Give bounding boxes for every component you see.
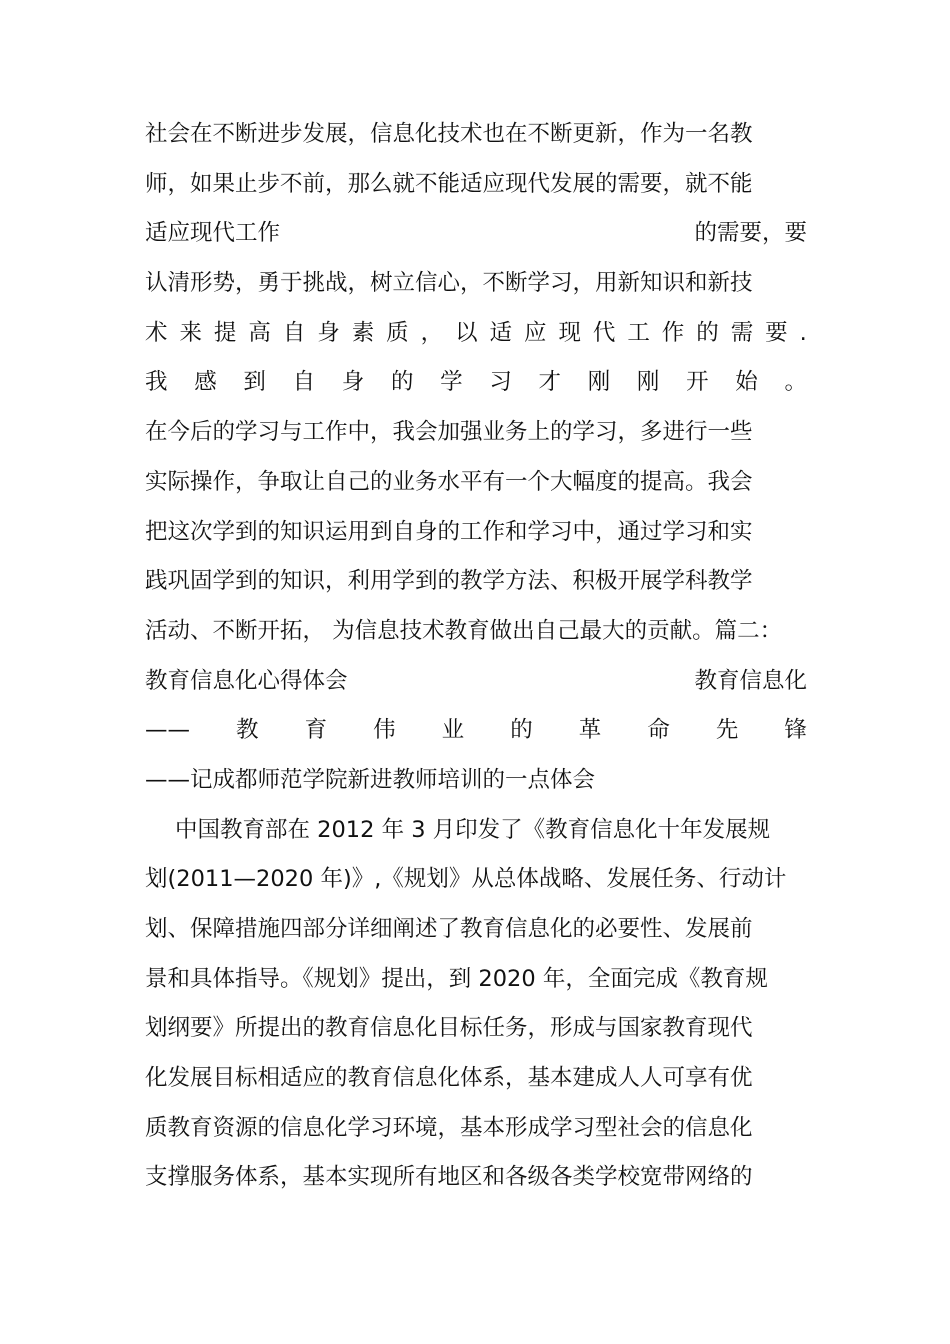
- justified-char: 开: [686, 369, 709, 396]
- text-line-3-left: 适应现代工作: [145, 220, 281, 247]
- justified-char: 刚: [587, 369, 611, 396]
- text-line-4: 认清形势，勇于挑战，树立信心，不断学习，用新知识和新技: [145, 270, 753, 297]
- justified-char: 育: [304, 717, 328, 744]
- justified-char: 素: [351, 319, 375, 346]
- justified-char: 现: [558, 319, 581, 346]
- text-line-15: 中国教育部在 2012 年 3 月印发了《教育信息化十年发展规: [175, 816, 771, 843]
- justified-char: 要: [765, 319, 788, 346]
- justified-char: 锋: [784, 717, 807, 744]
- justified-char: 工: [627, 319, 650, 346]
- justified-char: 刚: [636, 369, 660, 396]
- text-line-8: 实际操作，争取让自己的业务水平有一个大幅度的提高。我会: [145, 468, 753, 495]
- justified-char: 自: [292, 369, 316, 396]
- justified-char: 命: [647, 717, 670, 744]
- justified-char: 质: [386, 319, 409, 346]
- justified-char: 到: [243, 369, 266, 396]
- text-line-18: 景和具体指导。《规划》提出，到 2020 年，全面完成《教育规: [145, 965, 768, 992]
- justified-char: 自: [282, 319, 306, 346]
- body-text: [145, 110, 807, 1203]
- text-line-14: ——记成都师范学院新进教师培训的一点体会: [145, 766, 596, 793]
- justified-char: ——: [145, 717, 190, 744]
- text-line-2: 师，如果止步不前，那么就不能适应现代发展的需要，就不能: [145, 170, 753, 197]
- text-line-16: 划(2011—2020 年)》,《规划》从总体战略、发展任务、行动计: [145, 866, 787, 893]
- text-line-7: 在今后的学习与工作中，我会加强业务上的学习，多进行一些: [145, 419, 753, 446]
- justified-char: 应: [523, 319, 547, 346]
- text-line-3: [145, 209, 807, 259]
- justified-char: ，: [420, 319, 444, 346]
- text-line-11: 活动、不断开拓， 为信息技术教育做出自己最大的贡献。篇二：: [145, 617, 783, 644]
- justified-char: 感: [194, 369, 217, 396]
- text-line-22: 支撑服务体系，基本实现所有地区和各级各类学校宽带网络的: [145, 1164, 753, 1191]
- justified-char: 的: [696, 319, 719, 346]
- justified-char: 身: [341, 369, 365, 396]
- justified-char: 代: [592, 319, 616, 346]
- text-line-6: [145, 358, 807, 408]
- justified-char: 术: [145, 319, 168, 346]
- justified-char: 学: [440, 369, 463, 396]
- justified-char: 作: [661, 319, 685, 346]
- text-line-12-right: 教育信息化: [694, 667, 807, 694]
- justified-char: 以: [455, 319, 478, 346]
- justified-char: 业: [441, 717, 465, 744]
- text-line-19: 划纲要》所提出的教育信息化目标任务，形成与国家教育现代: [145, 1015, 753, 1042]
- text-line-5: [145, 309, 807, 359]
- text-line-20: 化发展目标相适应的教育信息化体系，基本建成人人可享有优: [145, 1065, 753, 1092]
- justified-char: 教: [236, 717, 259, 744]
- justified-char: 先: [715, 717, 739, 744]
- text-line-21: 质教育资源的信息化学习环境，基本形成学习型社会的信息化: [145, 1114, 753, 1141]
- justified-char: 的: [390, 369, 414, 396]
- text-line-12: [145, 657, 807, 707]
- text-line-12-left: 教育信息化心得体会: [145, 667, 348, 694]
- justified-char: 身: [317, 319, 340, 346]
- justified-char: 需: [730, 319, 754, 346]
- text-line-1: 社会在不断进步发展，信息化技术也在不断更新，作为一名教: [145, 121, 753, 147]
- justified-char: 的: [510, 717, 533, 744]
- justified-char: 才: [538, 369, 562, 396]
- justified-char: 革: [578, 717, 602, 744]
- justified-char: 适: [489, 319, 513, 346]
- justified-char: 伟: [373, 717, 396, 744]
- justified-char: 我: [145, 369, 168, 396]
- justified-char: 高: [248, 319, 271, 346]
- justified-char: 来: [179, 319, 202, 346]
- justified-char: 始: [735, 369, 758, 396]
- text-line-17: 划、保障措施四部分详细阐述了教育信息化的必要性、发展前: [145, 916, 753, 942]
- justified-char: 提: [213, 319, 237, 346]
- text-line-3-right: 的需要，要: [694, 220, 807, 247]
- justified-char: 。: [784, 369, 807, 396]
- text-line-9: 把这次学到的知识运用到自身的工作和学习中，通过学习和实: [145, 518, 753, 545]
- justified-char: .: [799, 319, 807, 346]
- text-line-13: [145, 706, 807, 756]
- justified-char: 习: [489, 369, 512, 396]
- text-line-10: 践巩固学到的知识，利用学到的教学方法、积极开展学科教学: [145, 568, 753, 595]
